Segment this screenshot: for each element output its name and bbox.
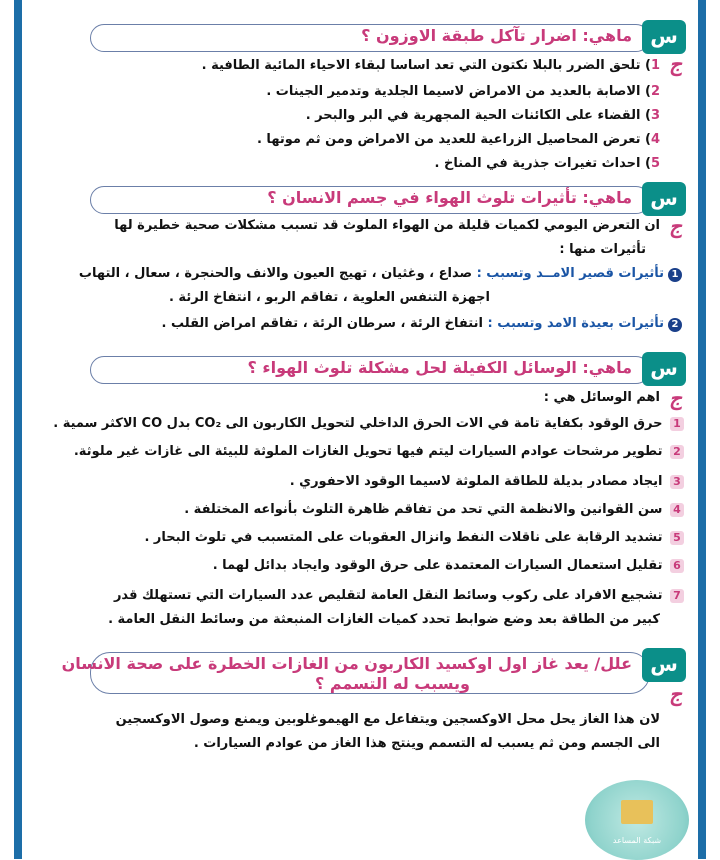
q4-answer-2: الى الجسم ومن ثم يسبب له التسمم وينتج هذا الغاز من عوادم السيارات . <box>193 736 660 751</box>
question-4-header <box>61 648 690 696</box>
question-box: س <box>642 352 686 386</box>
question-box: س <box>642 20 686 54</box>
watermark-logo <box>585 780 689 860</box>
q3-item-6: 6 تقليل استعمال السيارات المعتمدة على حرق الوقود وايجاد بدائل لهما . <box>44 558 684 573</box>
q3-item-1: 1 حرق الوقود بكفاية تامة في الات الحرق الداخلي لتحويل الكاربون الى CO₂ بدل CO الاكثر سمية . <box>44 416 684 431</box>
question-3-header <box>70 352 690 382</box>
q3-item-4: 4 سن القوانين والانظمة التي تحد من تفاقم ظاهرة التلوث بأنواعه المختلفة . <box>44 502 684 517</box>
q1-item-3: 3) القضاء على الكائنات الحية المجهرية في البر والبحر . <box>305 108 660 123</box>
q3-intro: اهم الوسائل هي : <box>543 390 660 405</box>
question-1-header <box>70 20 690 50</box>
answer-mark: ج <box>669 52 682 76</box>
left-border <box>14 0 22 859</box>
question-2-title: ماهي: تأثيرات تلوث الهواء في جسم الانسان ؟ <box>267 188 632 207</box>
q2-bullet-2: 2تأثيرات بعيدة الامد وتسبب : انتفاخ الرئة ، سرطان الرئة ، تفاقم امراض القلب . <box>42 316 682 332</box>
q2-bullet-1: 1تأثيرات قصير الامــد وتسبب : صداع ، وغثيان ، تهيج العيون والانف والحنجرة ، سعال ، التهاب <box>42 266 682 282</box>
book-icon <box>621 800 653 824</box>
question-3-title: ماهي: الوسائل الكفيلة لحل مشكلة تلوث الهواء ؟ <box>247 358 632 377</box>
answer-mark: ج <box>669 214 682 238</box>
q1-item-2: 2) الاصابة بالعديد من الامراض لاسيما الجلدية وتدمير الجينات . <box>266 84 660 99</box>
q1-item-4: 4) تعرض المحاصيل الزراعية للعديد من الامراض ومن ثم موتها . <box>256 132 660 147</box>
answer-mark: ج <box>669 386 682 410</box>
question-4-title-2: ويسبب له التسمم ؟ <box>315 674 470 693</box>
q2-intro-2: تأثيرات منها : <box>559 242 646 257</box>
question-1-title: ماهي: اضرار تآكل طبقة الاوزون ؟ <box>361 26 632 45</box>
q2-bullet-1-cont: اجهزة التنفس العلوية ، تفاقم الربو ، انتفاخ الرئة . <box>168 290 490 305</box>
q4-answer-1: لان هذا الغاز يحل محل الاوكسجين ويتفاعل مع الهيموغلوبين ويمنع وصول الاوكسجين <box>115 712 660 727</box>
q3-item-5: 5 تشديد الرقابة على ناقلات النفط وانزال العقوبات على المتسبب في تلوث البحار . <box>44 530 684 545</box>
q1-item-5: 5) احداث تغيرات جذرية في المناخ . <box>434 156 660 171</box>
q3-item-3: 3 ايجاد مصادر بديلة للطاقة الملوثة لاسيما الوقود الاحفوري . <box>44 474 684 489</box>
q3-item-2: 2 تطوير مرشحات عوادم السيارات ليتم فيها تحويل الغازات الملوثة للبيئة الى غازات غير ملوثة. <box>44 444 684 459</box>
q1-item-1: 1) تلحق الضرر بالبلا نكتون التي تعد اساسا لبقاء الاحياء المائية الطافية . <box>201 58 660 73</box>
question-box: س <box>642 648 686 682</box>
q3-item-7-cont: كبير من الطاقة بعد وضع ضوابط تحدد كميات الغازات المنبعثة من وسائط النقل العامة . <box>108 612 660 627</box>
q2-intro-1: ان التعرض اليومي لكميات قليلة من الهواء الملوث قد تسبب مشكلات صحية خطيرة لها <box>114 218 660 233</box>
question-4-title-1: علل/ يعد غاز اول اوكسيد الكاربون من الغازات الخطرة على صحة الانسان <box>61 654 632 673</box>
answer-mark: ج <box>669 682 682 706</box>
document-page <box>30 0 690 859</box>
question-box: س <box>642 182 686 216</box>
logo-text: شبكة المساعد <box>612 836 662 845</box>
question-2-header <box>70 182 690 212</box>
right-border <box>698 0 706 859</box>
q3-item-7: 7 تشجيع الافراد على ركوب وسائط النقل العامة لتقليص عدد السيارات التي تستهلك قدر <box>44 588 684 603</box>
